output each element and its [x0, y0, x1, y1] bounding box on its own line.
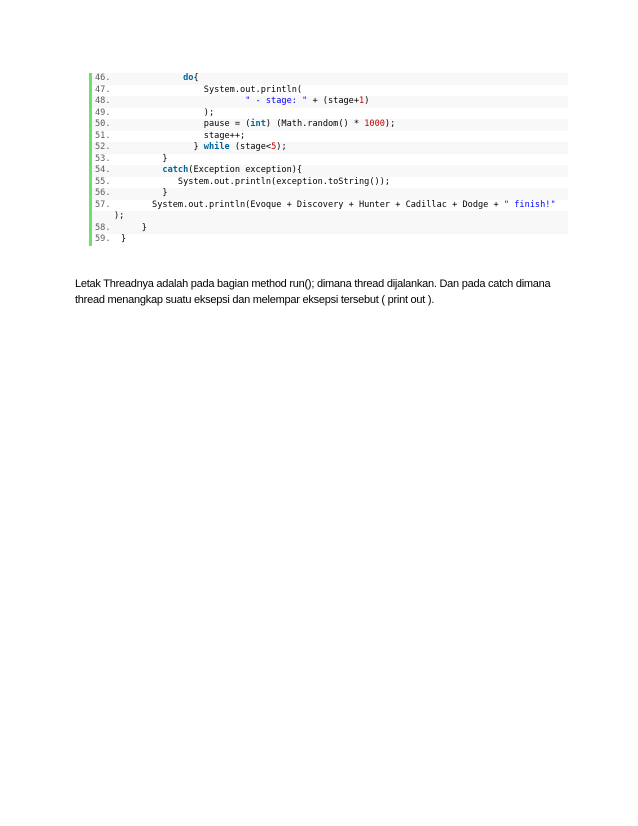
code-token: } [193, 142, 204, 152]
code-token: } [141, 222, 147, 233]
code-token: ); [203, 107, 215, 118]
code-token: ) [364, 96, 370, 106]
code-text [121, 165, 302, 177]
code-line [92, 108, 568, 120]
code-token: } [121, 234, 127, 244]
code-line [92, 177, 568, 189]
line-number: 47. [95, 84, 111, 95]
code-keyword: while [203, 142, 230, 152]
code-line [92, 119, 568, 131]
line-number: 57. [95, 199, 111, 210]
line-number: 59. [95, 234, 111, 244]
code-line [92, 200, 568, 212]
line-number: 48. [95, 96, 111, 106]
code-token: System.out.println( [203, 84, 303, 95]
code-text [121, 142, 287, 154]
code-number: 1000 [364, 119, 385, 129]
code-token: System.out.println(exception.toString()); [177, 176, 391, 187]
line-number: 53. [95, 153, 111, 164]
code-token: pause = ( [203, 119, 251, 129]
code-line [92, 73, 568, 85]
code-line [92, 188, 568, 200]
code-token: ); [384, 119, 396, 129]
code-text [121, 119, 395, 131]
code-text [121, 96, 369, 108]
line-number: 56. [95, 188, 111, 198]
code-keyword: int [250, 119, 266, 129]
code-token: ) (Math.random() * [265, 119, 365, 129]
code-keyword: catch [162, 165, 189, 175]
code-token: System.out.println(Evoque + Discovery + Hunter + Cadillac + Dodge + [152, 199, 504, 210]
code-string: " - stage: " [245, 96, 308, 106]
code-token: } [162, 153, 168, 164]
code-token: stage++; [203, 130, 246, 141]
code-token: + (stage+ [307, 96, 360, 106]
code-text [121, 177, 390, 189]
code-token: { [193, 73, 199, 83]
code-text [121, 223, 147, 235]
line-number: 54. [95, 165, 111, 175]
code-text [121, 234, 126, 246]
code-line [92, 142, 568, 154]
code-text [121, 108, 214, 120]
code-text [121, 73, 199, 85]
code-line [92, 96, 568, 108]
code-line [92, 131, 568, 143]
code-token: ); [276, 142, 287, 152]
code-line [92, 85, 568, 97]
code-token: ); [114, 211, 125, 221]
code-line [92, 223, 568, 235]
code-text [121, 131, 245, 143]
line-number: 46. [95, 73, 111, 83]
code-string: " finish!" [503, 199, 556, 210]
explanation-paragraph [75, 276, 575, 308]
line-number: 58. [95, 222, 111, 233]
code-line [92, 234, 568, 246]
code-text [121, 85, 302, 97]
code-line [92, 154, 568, 166]
code-token: } [162, 188, 168, 198]
line-number: 50. [95, 119, 111, 129]
code-token: (stage< [229, 142, 272, 152]
paragraph-line-2: thread menangkap suatu eksepsi dan melempar eksepsi tersebut ( print out ). [75, 294, 435, 306]
line-number: 55. [95, 176, 111, 187]
code-text [121, 154, 168, 166]
code-listing [89, 73, 568, 246]
code-line [92, 165, 568, 177]
code-text [114, 211, 124, 223]
code-number: 1 [359, 96, 365, 106]
code-text [121, 200, 556, 212]
line-number: 51. [95, 130, 111, 141]
code-line-continuation [92, 211, 568, 223]
code-keyword: do [183, 73, 194, 83]
code-text [121, 188, 168, 200]
code-number: 5 [271, 142, 277, 152]
code-token: (Exception exception){ [188, 165, 303, 175]
paragraph-line-1: Letak Threadnya adalah pada bagian method run(); dimana thread dijalankan. Dan pada catch dimana [75, 278, 551, 290]
line-number: 52. [95, 142, 111, 152]
line-number: 49. [95, 107, 111, 118]
